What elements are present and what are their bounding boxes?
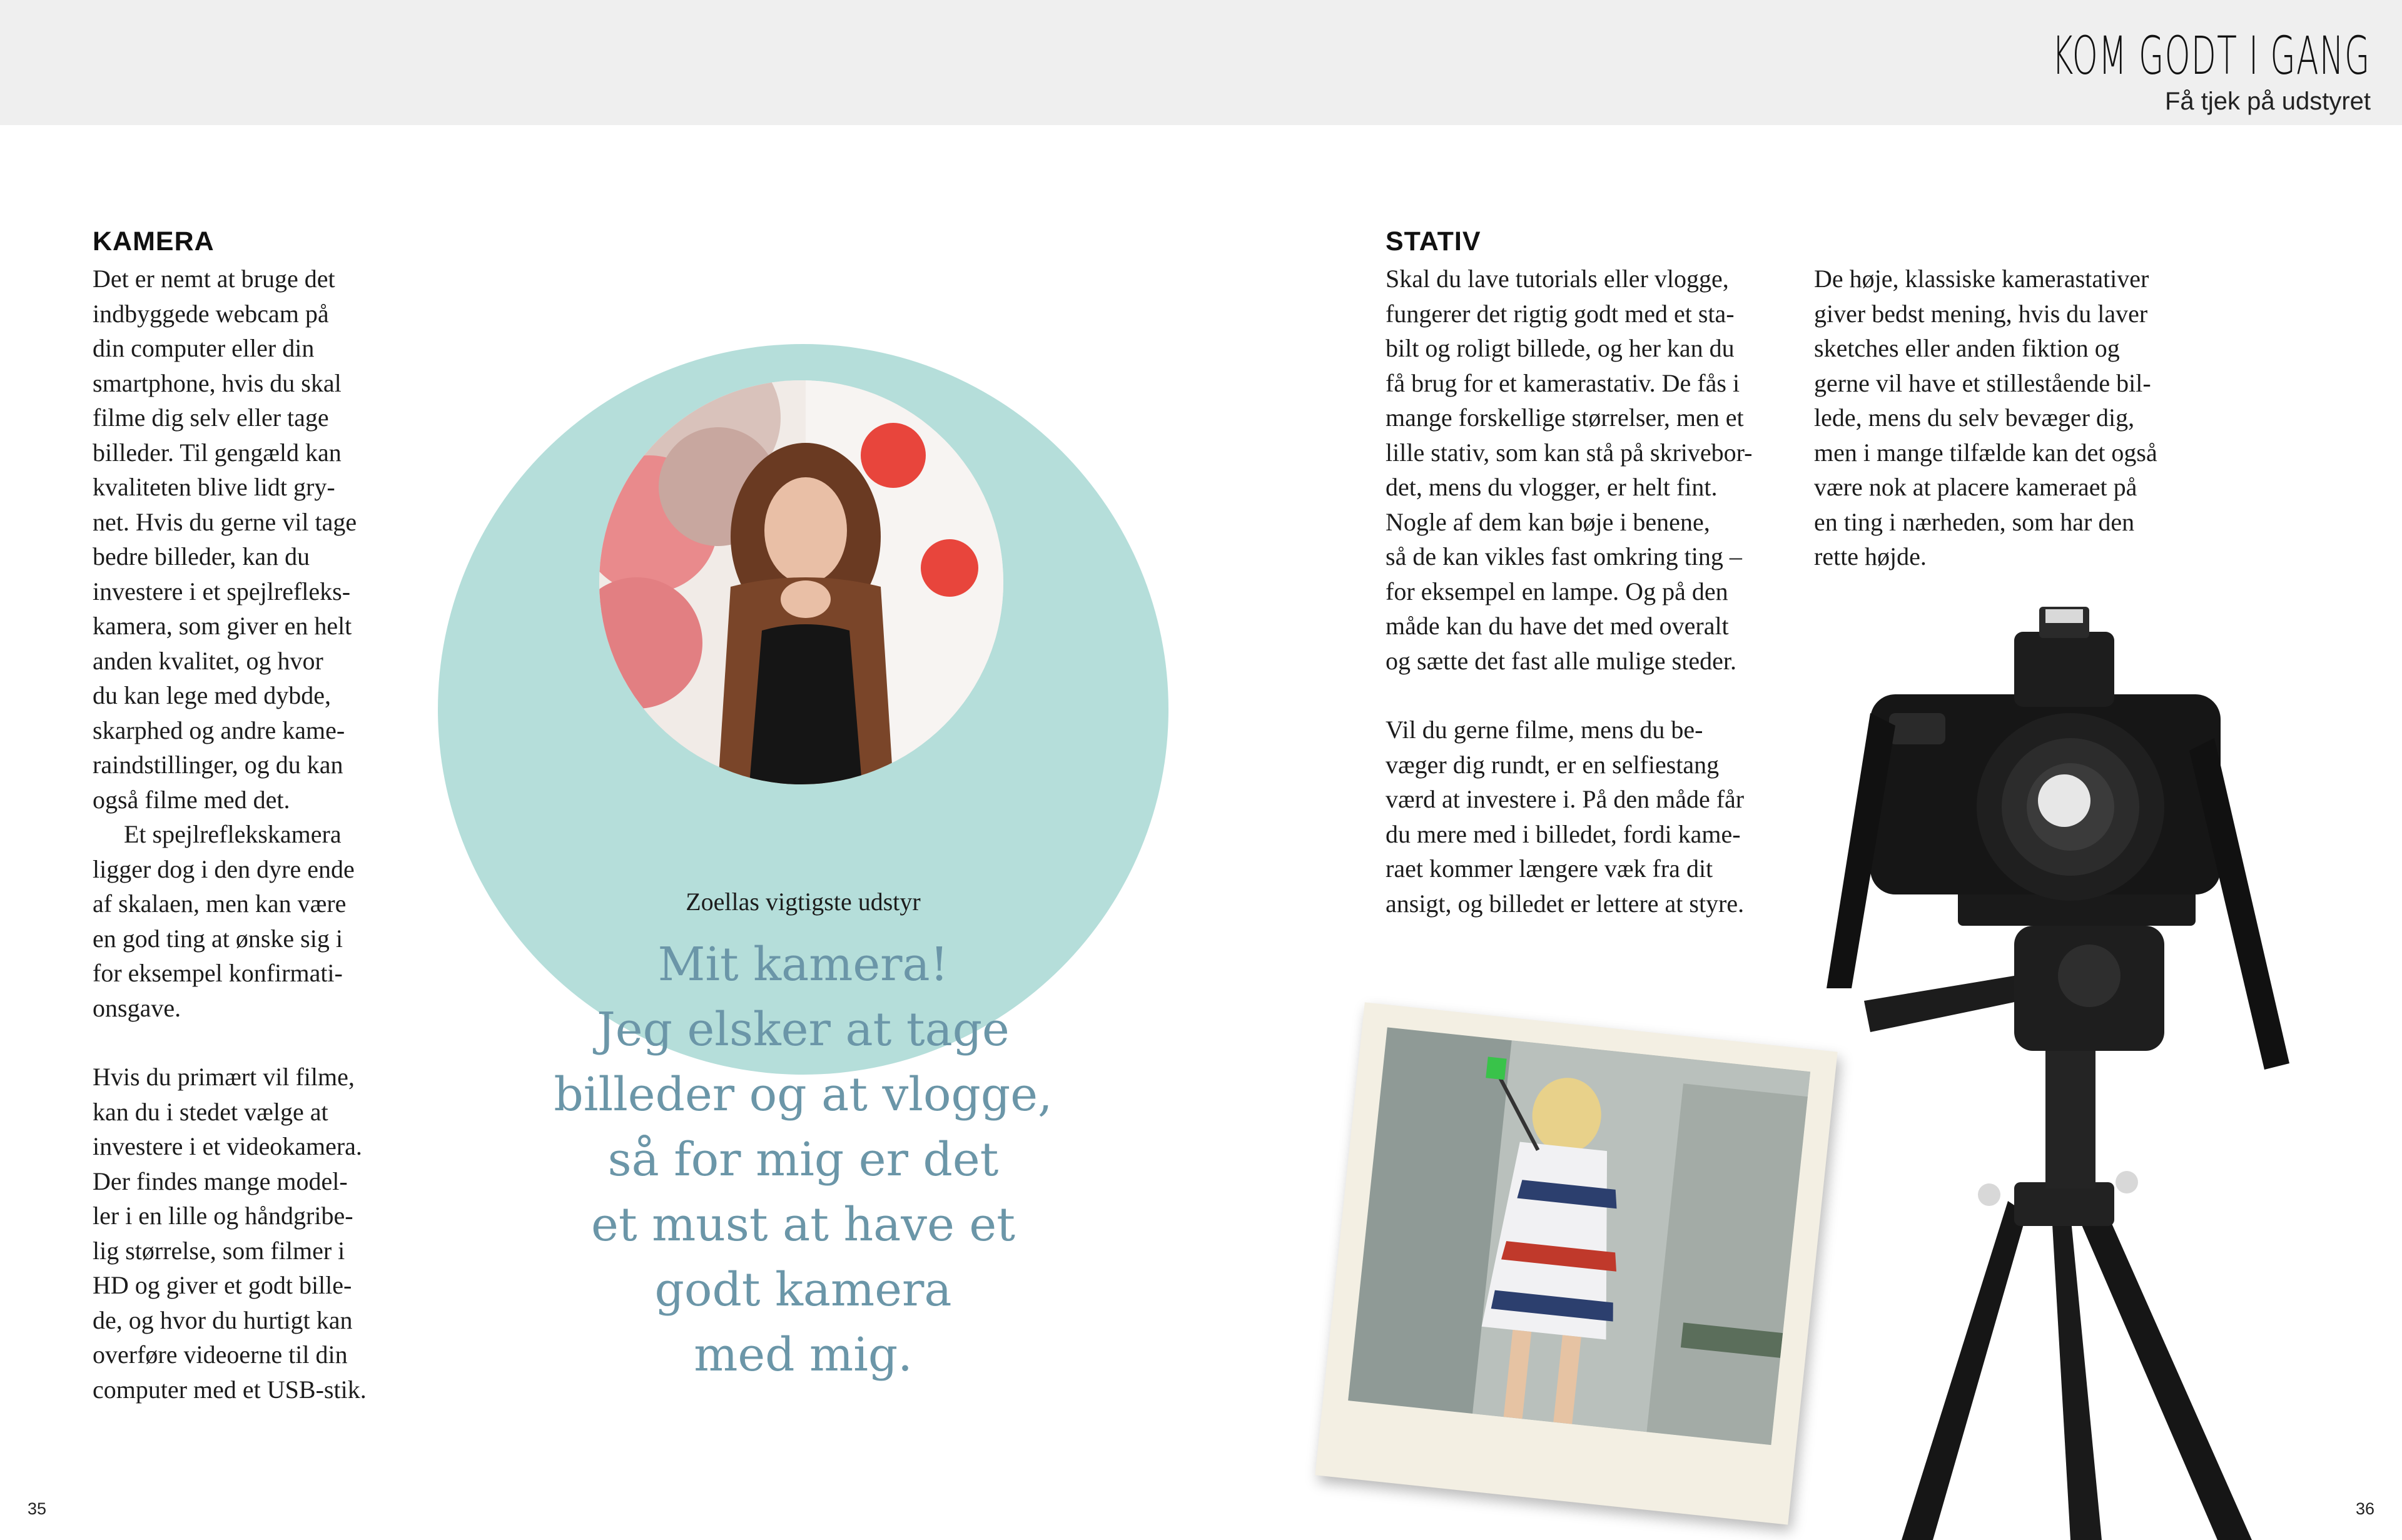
selfie-photo-image <box>1348 1027 1810 1445</box>
portrait-illustration <box>599 380 1003 784</box>
section-subtitle: Få tjek på udstyret <box>2164 88 2371 115</box>
page-number-right: 36 <box>2356 1499 2375 1518</box>
pull-quote: Mit kamera! Jeg elsker at tage billeder og at vlogge, så for mig er det et must at have et godt kamera med mig. <box>554 938 1053 1382</box>
kamera-paragraph-3: Hvis du primært vil filme, kan du i stedet vælge at investere i et videokamera. Der findes mange model- ler i en lille og håndgribe- lig størrelse, som filmer i HD og giver et godt bille- de, og hvor du hurtigt kan overføre videoerne til din computer med et USB-stik. <box>93 1063 367 1404</box>
section-title: KOM GODT I GANG <box>2052 25 2371 86</box>
kamera-body <box>93 261 418 1407</box>
tripod-camera-photo <box>1776 550 2339 1540</box>
stativ-column-2 <box>1814 261 2239 574</box>
stativ-paragraph-3: De høje, klassiske kamerastativer giver bedst mening, hvis du laver sketches eller anden fiktion og gerne vil have et stillestående bil- lede, mens du selv bevæger dig, men i mange tilfælde kan det også være nok at placere kameraet på en ting i nærheden, som har den rette højde. <box>1814 265 2157 570</box>
stativ-paragraph-1: Skal du lave tutorials eller vlogge, fungerer det rigtig godt med et sta- bilt og roligt billede, og her kan du få brug for et kamerastativ. De fås i mange forskellige størrelser, men et lille stativ, som kan stå på skrivebor- det, mens du vlogger, er helt fint. Nogle af dem kan bøje i benene, så de kan vikles fast omkring ting – for eksempel en lampe. Og på den måde kan du have det med overalt og sætte det fast alle mulige steder. <box>1386 265 1753 675</box>
stativ-column-1 <box>1386 261 1811 921</box>
quote-caption: Zoellas vigtigste udstyr <box>686 888 921 916</box>
kamera-paragraph-2: Et spejlreflekskamera ligger dog i den dyre ende af skalaen, men kan være en god ting at ønske sig i for eksempel konfirmati- onsgave. <box>93 820 355 1022</box>
page-number-left: 35 <box>28 1499 47 1518</box>
header-band <box>0 0 2402 125</box>
selfie-illustration <box>1348 1027 1810 1445</box>
zoella-portrait-photo <box>599 380 1003 784</box>
kamera-heading: KAMERA <box>93 226 215 256</box>
stativ-paragraph-2: Vil du gerne filme, mens du be- væger dig rundt, er en selfiestang værd at investere i. På den måde får du mere med i billedet, fordi kame- raet kommer længere væk fra dit ansigt, og billedet er lettere at styre. <box>1386 716 1745 918</box>
kamera-paragraph-1: Det er nemt at bruge det indbyggede webcam på din computer eller din smartphone, hvis du skal filme dig selv eller tage billeder. Til gengæld kan kvaliteten blive lidt gry- net. Hvis du gerne vil tage bedre billeder, kan du investere i et spejlrefleks- kamera, som giver en helt anden kvalitet, og hvor du kan lege med dybde, skarphed og andre kame- raindstillinger, og du kan også filme med det. <box>93 265 357 814</box>
selfie-polaroid-photo <box>1315 1002 1837 1524</box>
stativ-heading: STATIV <box>1386 226 1481 256</box>
